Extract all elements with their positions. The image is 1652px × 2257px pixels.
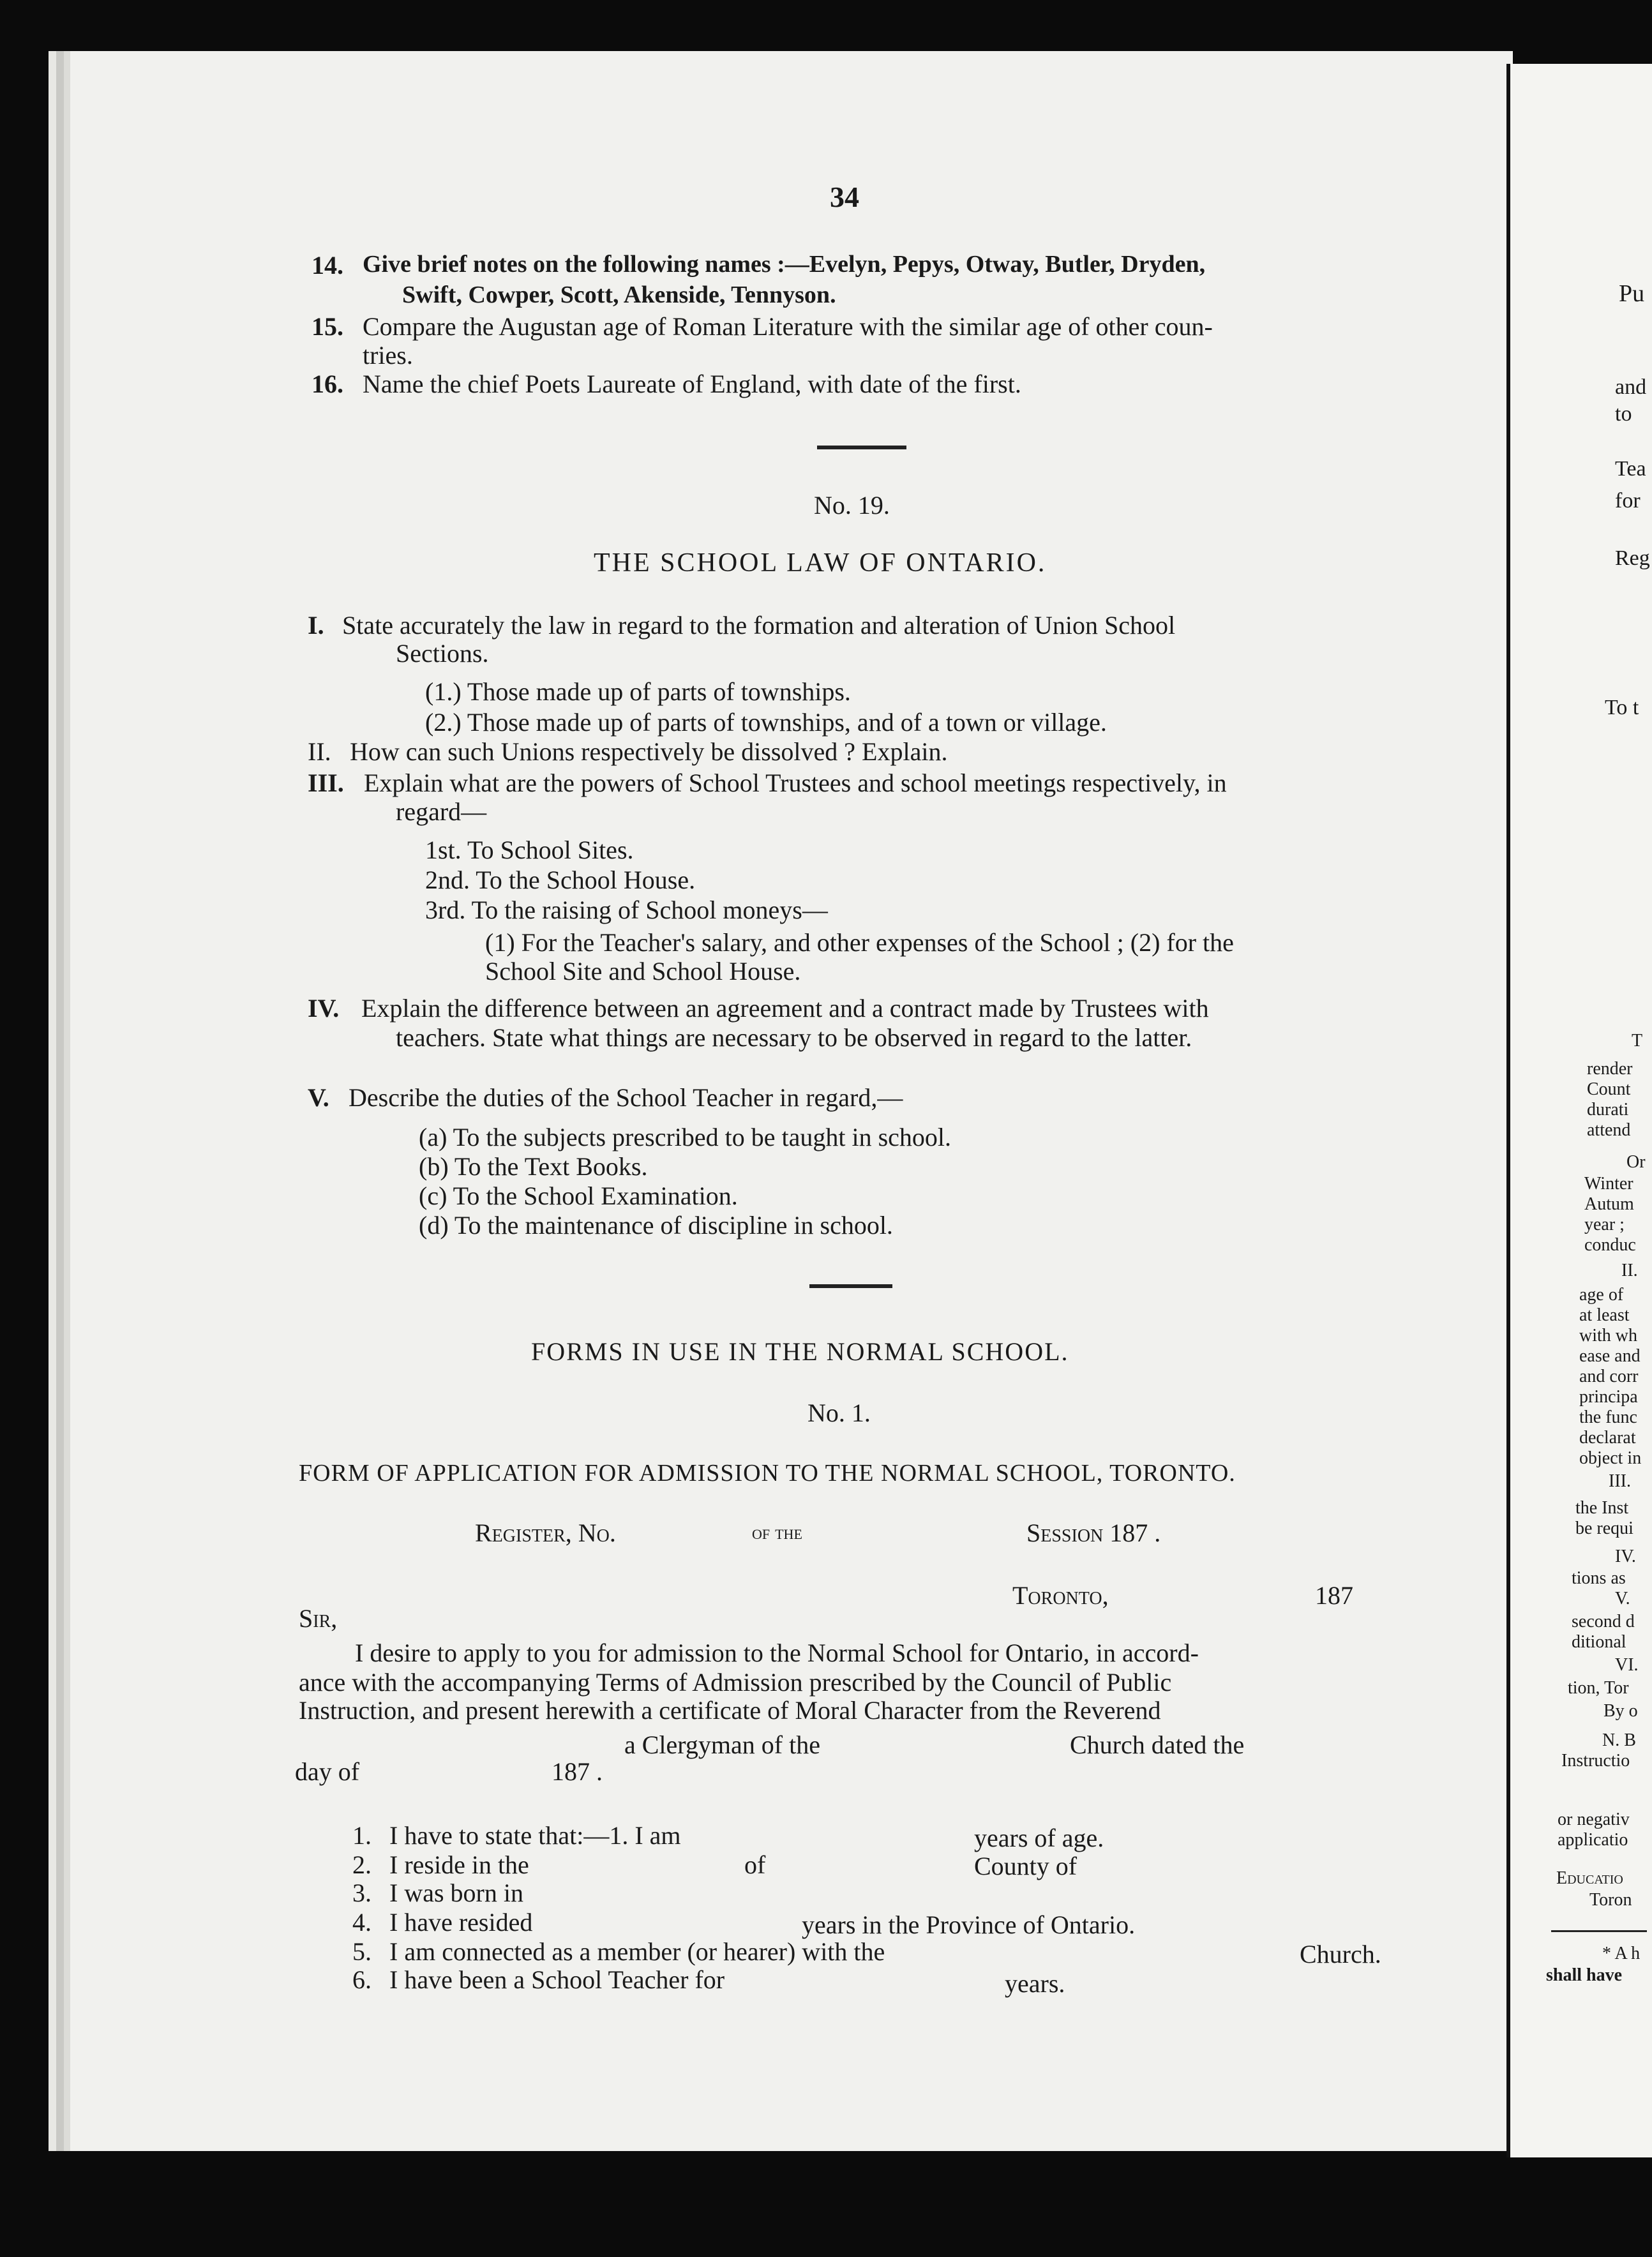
form-item-text: I was born in (389, 1878, 523, 1907)
question-number: IV. (308, 994, 340, 1023)
form-item-text: I have to state that:—1. I am (389, 1821, 681, 1850)
sub-item: (2.) Those made up of parts of townships, and of a town or village. (425, 708, 1107, 737)
right-fragment: conduc (1584, 1235, 1636, 1255)
question-number: I. (308, 611, 324, 640)
page-number: 34 (830, 181, 859, 213)
right-fragment: tion, Tor (1568, 1678, 1629, 1698)
right-fragment: II. (1621, 1261, 1638, 1280)
register-label: Register, No. (475, 1518, 616, 1547)
right-fragment: Educatio (1556, 1868, 1623, 1888)
form-item-text: Church. (1300, 1940, 1381, 1968)
question-text: Swift, Cowper, Scott, Akenside, Tennyson. (402, 281, 836, 308)
right-fragment: Toron (1589, 1890, 1632, 1910)
form-item-number: 2. (352, 1850, 372, 1879)
question-text: Describe the duties of the School Teacher in regard,— (349, 1083, 903, 1112)
sub-item: 2nd. To the School House. (425, 866, 696, 894)
sub-item: (c) To the School Examination. (419, 1181, 738, 1210)
right-fragment: To t (1605, 696, 1639, 719)
question-text: How can such Unions respectively be dissolved ? Explain. (350, 737, 948, 766)
right-fragment: IV. (1615, 1547, 1636, 1566)
right-fragment: or negativ (1558, 1810, 1630, 1829)
form-item-text: years. (1005, 1969, 1065, 1998)
right-fragment: T (1632, 1031, 1643, 1051)
paragraph-line: I desire to apply to you for admission to the Normal School for Ontario, in accord- (355, 1638, 1199, 1667)
right-fragment: principa (1579, 1387, 1638, 1407)
right-fragment: the func (1579, 1407, 1637, 1427)
right-fragment: age of (1579, 1285, 1624, 1305)
right-fragment: and corr (1579, 1367, 1639, 1386)
right-fragment: attend (1587, 1120, 1631, 1140)
right-fragment: second d (1572, 1612, 1635, 1631)
question-text: tries. (363, 341, 413, 370)
paragraph-line: ance with the accompanying Terms of Admission prescribed by the Council of Public (299, 1668, 1172, 1697)
question-text: Explain what are the powers of School Trustees and school meetings respectively, in (364, 769, 1227, 797)
sub-item: (1) For the Teacher's salary, and other expenses of the School ; (2) for the (485, 928, 1234, 957)
paragraph-line: a Clergyman of the (624, 1730, 820, 1759)
right-fragment: Reg (1615, 546, 1650, 570)
right-fragment: Tea (1615, 457, 1646, 481)
sub-item: (b) To the Text Books. (419, 1152, 648, 1181)
right-fragment: V. (1615, 1589, 1630, 1608)
form-item-text: years in the Province of Ontario. (802, 1910, 1136, 1939)
year-label: 187 (1315, 1581, 1353, 1610)
form-item-text: I have resided (389, 1908, 533, 1937)
right-fragment: * A h (1602, 1944, 1641, 1963)
question-text: Name the chief Poets Laureate of England, with date of the first. (363, 370, 1021, 398)
sub-item: 3rd. To the raising of School moneys— (425, 896, 828, 924)
question-number: 15. (312, 312, 343, 341)
form-item-number: 4. (352, 1908, 372, 1937)
form-item-text: years of age. (974, 1824, 1104, 1852)
form-item-text: I have been a School Teacher for (389, 1965, 725, 1994)
right-fragment: Winter (1584, 1174, 1633, 1194)
right-fragment: Count (1587, 1079, 1631, 1099)
paragraph-line: 187 . (552, 1757, 603, 1786)
right-fragment: with wh (1579, 1326, 1637, 1346)
form-item-number: 3. (352, 1878, 372, 1907)
sub-item: 1st. To School Sites. (425, 836, 634, 864)
form-item-text: I reside in the (389, 1850, 529, 1879)
form-title: FORM OF APPLICATION FOR ADMISSION TO THE NORMAL SCHOOL, TORONTO. (299, 1460, 1236, 1487)
right-fragment: render (1587, 1059, 1633, 1079)
right-fragment: Or (1626, 1152, 1646, 1172)
right-fragment: at least (1579, 1305, 1630, 1325)
section-divider (817, 446, 906, 449)
question-text: regard— (396, 797, 487, 826)
paragraph-line: Church dated the (1070, 1730, 1245, 1759)
form-item-number: 5. (352, 1937, 372, 1966)
forms-heading: FORMS IN USE IN THE NORMAL SCHOOL. (531, 1337, 1069, 1366)
right-fragment: for (1615, 489, 1641, 513)
question-number: V. (308, 1083, 329, 1112)
form-item-number: 1. (352, 1821, 372, 1850)
salutation: Sir, (299, 1604, 338, 1633)
sub-item: (1.) Those made up of parts of townships. (425, 677, 851, 706)
right-fragment: shall have (1546, 1965, 1623, 1985)
right-fragment: Autum (1584, 1194, 1634, 1214)
question-text: Give brief notes on the following names :—Evelyn, Pepys, Otway, Butler, Dryden, (363, 251, 1206, 278)
sub-item: School Site and School House. (485, 957, 801, 986)
section-number: No. 19. (814, 491, 890, 520)
section-title: THE SCHOOL LAW OF ONTARIO. (594, 548, 1047, 578)
right-fragment: and (1615, 375, 1647, 399)
question-number: II. (308, 737, 331, 766)
question-number: 16. (312, 370, 343, 398)
sub-item: (a) To the subjects prescribed to be taught in school. (419, 1123, 952, 1151)
form-item-number: 6. (352, 1965, 372, 1994)
right-fragment: tions as (1572, 1568, 1626, 1588)
form-number: No. 1. (807, 1398, 871, 1427)
of-the-label: of the (752, 1520, 802, 1543)
right-fragment: be requi (1575, 1518, 1633, 1538)
right-fragment: III. (1609, 1471, 1631, 1491)
question-text: Explain the difference between an agreement and a contract made by Trustees with (361, 994, 1209, 1023)
question-text: teachers. State what things are necessary to be observed in regard to the latter. (396, 1023, 1192, 1052)
form-item-text: of (744, 1850, 766, 1879)
footnote-rule (1551, 1930, 1647, 1932)
right-fragment: ease and (1579, 1346, 1641, 1366)
right-fragment: object in (1579, 1448, 1642, 1468)
paragraph-line: Instruction, and present herewith a certificate of Moral Character from the Reverend (299, 1696, 1161, 1725)
question-number: 14. (312, 251, 343, 280)
sub-item: (d) To the maintenance of discipline in school. (419, 1211, 893, 1240)
question-text: Compare the Augustan age of Roman Literature with the similar age of other coun- (363, 312, 1213, 341)
right-fragment: the Inst (1575, 1498, 1629, 1518)
right-fragment: Pu (1619, 280, 1645, 307)
question-text: Sections. (396, 639, 489, 668)
paragraph-line: day of (295, 1757, 360, 1786)
right-fragment: Instructio (1561, 1751, 1630, 1771)
form-item-text: I am connected as a member (or hearer) with the (389, 1937, 885, 1966)
place-label: Toronto, (1012, 1581, 1109, 1610)
right-fragment: ditional (1572, 1632, 1626, 1652)
right-fragment: N. B (1602, 1730, 1636, 1750)
right-fragment: VI. (1615, 1655, 1639, 1675)
right-fragment: By o (1603, 1701, 1638, 1721)
right-fragment: year ; (1584, 1215, 1625, 1234)
session-label: Session 187 . (1026, 1518, 1161, 1547)
section-divider (809, 1284, 892, 1288)
right-fragment: applicatio (1558, 1830, 1628, 1850)
right-fragment: declarat (1579, 1428, 1636, 1448)
right-fragment: durati (1587, 1100, 1629, 1120)
form-item-text: County of (974, 1852, 1078, 1880)
question-number: III. (308, 769, 344, 797)
right-fragment: to (1615, 402, 1632, 426)
question-text: State accurately the law in regard to the formation and alteration of Union School (342, 611, 1176, 640)
